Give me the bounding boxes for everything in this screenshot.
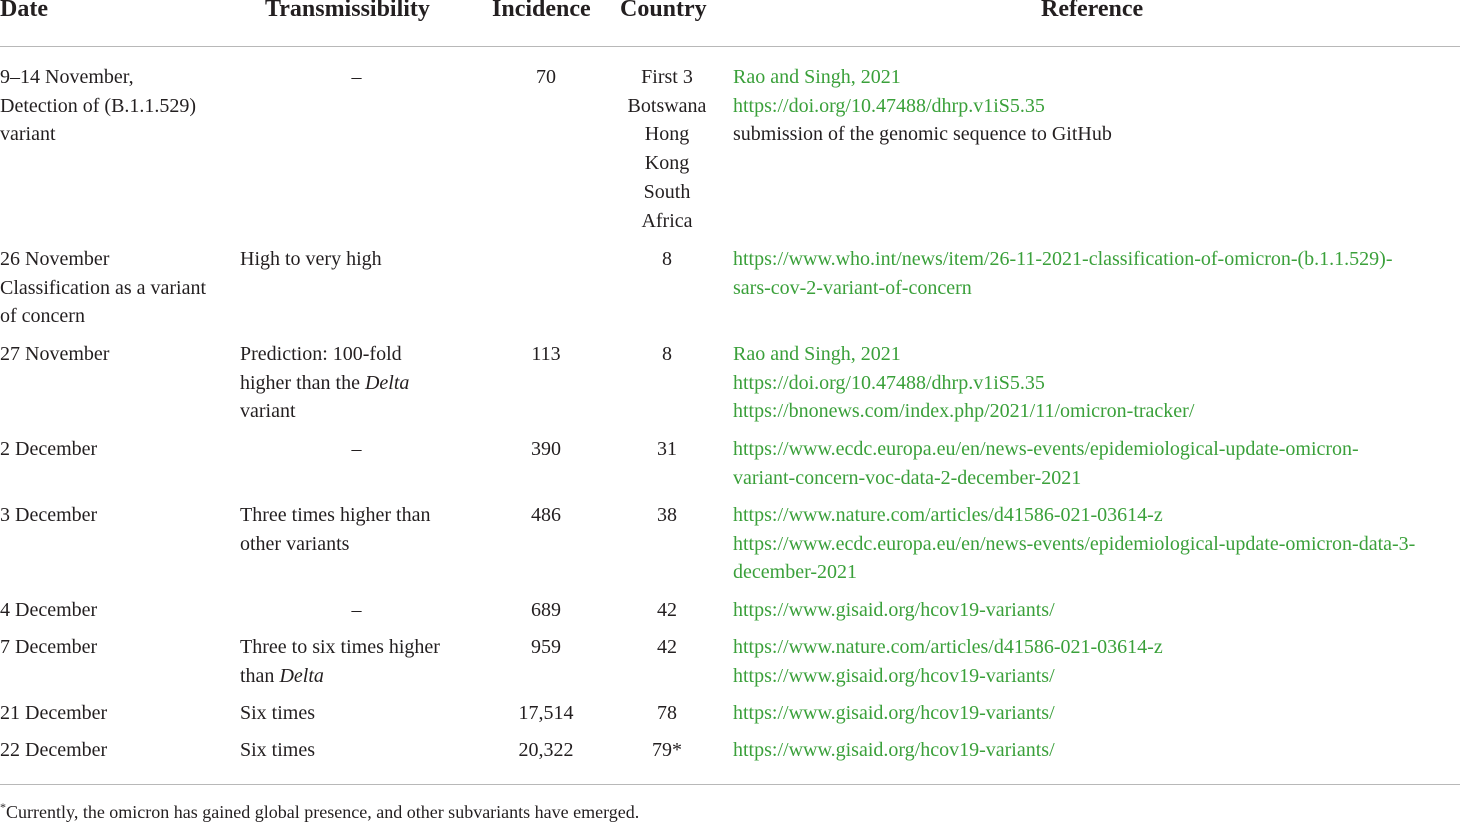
date-cell: 2 December [0, 438, 98, 460]
footnote-text: Currently, the omicron has gained global presence, and other subvariants have emerged. [6, 802, 640, 822]
date-cell: 9–14 November, Detection of (B.1.1.529) variant [0, 66, 197, 146]
header-incidence: Incidence [492, 0, 591, 22]
header-transmissibility: Transmissibility [265, 0, 430, 22]
transmissibility-cell: High to very high [240, 248, 382, 270]
country-cell: First 3 Botswana Hong Kong South Africa [627, 66, 707, 232]
reference-link[interactable]: https://www.nature.com/articles/d41586-021-03614-z [733, 636, 1163, 658]
header-country: Country [620, 0, 707, 22]
reference-cell [733, 245, 1458, 302]
incidence-cell: 70 [536, 66, 556, 88]
date-cell: 4 December [0, 599, 98, 621]
reference-cell [733, 633, 1458, 690]
country-cell: 38 [657, 504, 677, 526]
reference-link[interactable]: https://www.ecdc.europa.eu/en/news-events/epidemiological-update-omicron-data-3- [733, 532, 1416, 555]
country-cell: 8 [662, 343, 672, 365]
reference-cell [733, 736, 1458, 765]
transmissibility-cell: Three to six times higher than Delta [240, 636, 440, 687]
reference-link[interactable]: https://www.gisaid.org/hcov19-variants/ [733, 739, 1055, 761]
transmissibility-cell: Six times [240, 702, 316, 724]
date-cell: 7 December [0, 636, 98, 658]
transmissibility-cell: – [351, 66, 362, 88]
header-reference: Reference [1041, 0, 1144, 22]
reference-link[interactable]: https://www.gisaid.org/hcov19-variants/ [733, 664, 1055, 687]
reference-text: submission of the genomic sequence to GitHub [733, 123, 1112, 146]
date-cell: 26 November Classification as a variant of concern [0, 248, 207, 328]
incidence-cell: 959 [531, 636, 561, 658]
reference-link[interactable]: https://bnonews.com/index.php/2021/11/omicron-tracker/ [733, 400, 1195, 423]
date-cell: 3 December [0, 504, 98, 526]
reference-cell [733, 699, 1458, 728]
reference-cell [733, 340, 1458, 426]
incidence-cell: 486 [531, 504, 561, 526]
incidence-cell: 689 [531, 599, 561, 621]
reference-cell [733, 435, 1458, 492]
header-date: Date [0, 0, 48, 22]
reference-link[interactable]: https://doi.org/10.47488/dhrp.v1iS5.35 [733, 371, 1045, 394]
transmissibility-cell: Six times [240, 739, 316, 761]
country-cell: 42 [657, 636, 677, 658]
reference-link[interactable]: https://www.ecdc.europa.eu/en/news-events/epidemiological-update-omicron- [733, 438, 1359, 460]
incidence-cell: 17,514 [518, 702, 574, 724]
reference-cell [733, 63, 1458, 149]
reference-link[interactable]: december-2021 [733, 561, 857, 584]
incidence-cell: 20,322 [518, 739, 574, 761]
country-cell: 31 [657, 438, 677, 460]
incidence-cell: 113 [531, 343, 561, 365]
reference-link[interactable]: https://www.gisaid.org/hcov19-variants/ [733, 599, 1055, 621]
reference-cell [733, 501, 1458, 587]
country-cell: 78 [657, 702, 677, 724]
reference-link[interactable]: https://doi.org/10.47488/dhrp.v1iS5.35 [733, 94, 1045, 117]
country-cell: 79* [652, 739, 682, 761]
reference-link[interactable]: Rao and Singh, 2021 [733, 343, 901, 365]
reference-link[interactable]: variant-concern-voc-data-2-december-2021 [733, 466, 1082, 489]
table-footnote [0, 795, 639, 824]
table-header [0, 0, 1460, 47]
date-cell: 27 November [0, 343, 110, 365]
reference-link[interactable]: https://www.nature.com/articles/d41586-021-03614-z [733, 504, 1163, 526]
transmissibility-cell: Three times higher than other variants [240, 504, 431, 555]
footnote-marker: * [0, 800, 6, 814]
transmissibility-cell: – [351, 438, 362, 460]
transmissibility-cell: Prediction: 100-fold higher than the Delta variant [240, 343, 410, 423]
incidence-cell: 390 [531, 438, 561, 460]
date-cell: 22 December [0, 739, 108, 761]
transmissibility-cell: – [351, 599, 362, 621]
reference-link[interactable]: https://www.who.int/news/item/26-11-2021-classification-of-omicron-(b.1.1.529)- [733, 248, 1393, 270]
reference-link[interactable]: sars-cov-2-variant-of-concern [733, 276, 972, 299]
country-cell: 42 [657, 599, 677, 621]
country-cell: 8 [662, 248, 672, 270]
reference-cell [733, 596, 1458, 625]
date-cell: 21 December [0, 702, 108, 724]
reference-link[interactable]: Rao and Singh, 2021 [733, 66, 901, 88]
table-bottom-rule [0, 784, 1460, 785]
reference-link[interactable]: https://www.gisaid.org/hcov19-variants/ [733, 702, 1055, 724]
